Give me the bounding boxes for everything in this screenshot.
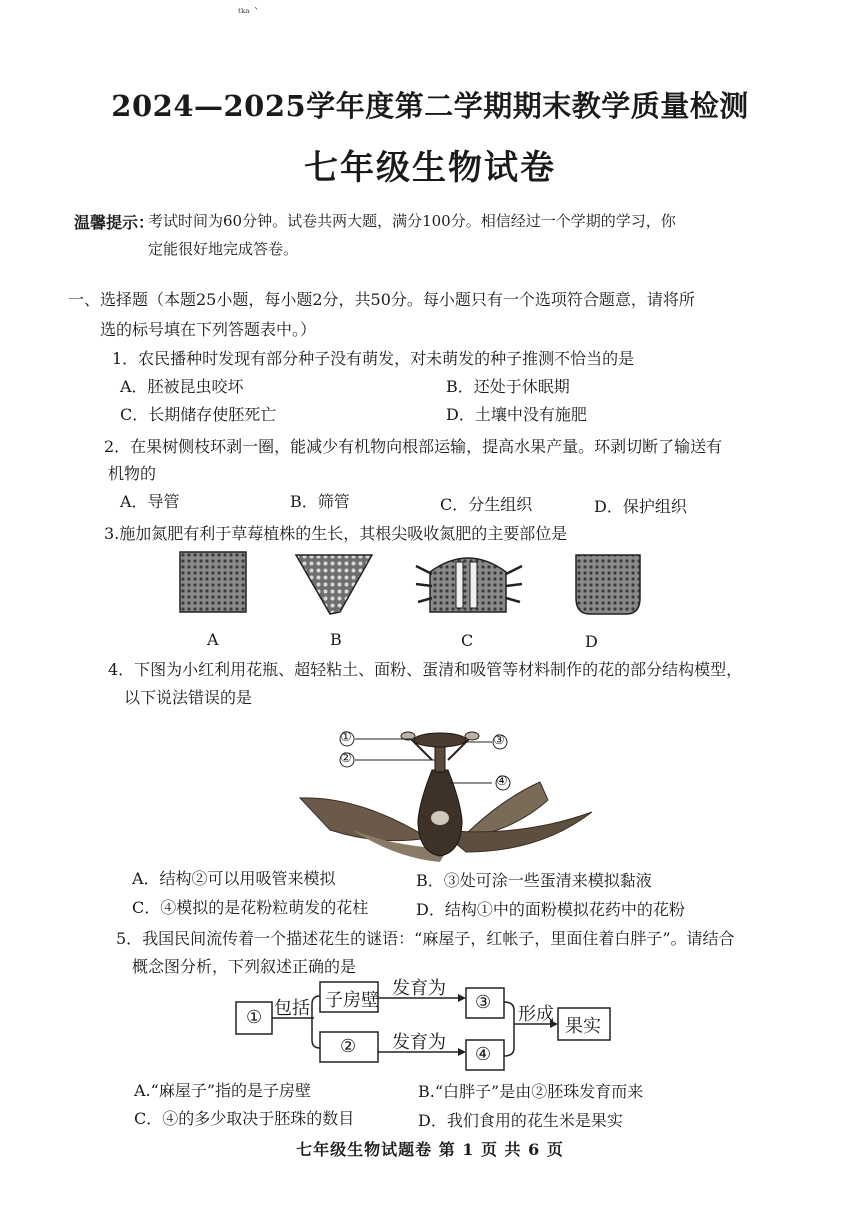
q4-option-d: D．结构①中的面粉模拟花药中的花粉 [416,900,685,919]
tip-label: 温馨提示： [74,213,155,232]
concept-label-develop-2: 发育为 [392,1032,446,1053]
q2-option-a: A．导管 [120,492,180,511]
q4-option-c: C．④模拟的是花粉粒萌发的花柱 [132,898,369,917]
page-footer: 七年级生物试题卷 第 1 页 共 6 页 [296,1140,564,1159]
section-heading-cont: 选的标号填在下列答题表中。） [100,320,317,339]
tip-line-1: 考试时间为60分钟。试卷共两大题，满分100分。相信经过一个学期的学习，你 [148,212,676,230]
q4-mark-2: ② [340,751,352,766]
q1-option-b: B．还处于休眠期 [446,377,570,396]
q3-label-b: B [330,630,342,649]
concept-label-fruit: 果实 [565,1016,601,1037]
q3-label-d: D [585,632,598,651]
q5-stem: 5．我国民间流传着一个描述花生的谜语：“麻屋子，红帐子，里面住着白胖子”。请结合 [116,929,735,948]
q5-option-c: C．④的多少取决于胚珠的数目 [134,1109,355,1128]
q4-option-a: A．结构②可以用吸管来模拟 [132,869,336,888]
concept-label-2: ② [340,1036,357,1057]
q5-option-a: A.“麻屋子”指的是子房壁 [134,1081,312,1100]
q3-label-a: A [207,630,219,649]
section-heading: 一、选择题（本题25小题，每小题2分，共50分。每小题只有一个选项符合题意，请将所 [68,290,695,309]
q2-stem-cont: 机物的 [108,464,157,483]
concept-label-include: 包括 [274,998,310,1019]
q1-option-a: A．胚被昆虫咬坏 [120,377,244,396]
q4-mark-3: ③ [493,733,505,748]
q5-stem-cont: 概念图分析，下列叙述正确的是 [132,957,357,976]
concept-label-3: ③ [475,992,492,1013]
concept-label-develop-1: 发育为 [392,978,446,999]
q4-stem: 4．下图为小红利用花瓶、超轻粘土、面粉、蛋清和吸管等材料制作的花的部分结构模型， [108,660,743,679]
q1-option-c: C．长期储存使胚死亡 [120,405,277,424]
q5-option-b: B.“白胖子”是由②胚珠发育而来 [418,1082,644,1101]
exam-subtitle: 七年级生物试卷 [304,148,556,188]
handwritten-scribble: ᵗᵏᵃ ˋ [238,6,260,20]
concept-label-4: ④ [475,1044,492,1065]
q2-option-c: C．分生组织 [440,495,533,514]
q5-option-d: D．我们食用的花生米是果实 [418,1111,623,1130]
q2-option-d: D．保护组织 [594,497,687,516]
q1-option-d: D．土壤中没有施肥 [446,405,587,424]
q4-option-b: B．③处可涂一些蛋清来模拟黏液 [416,871,652,890]
q3-label-c: C [461,631,474,650]
tip-line-2: 定能很好地完成答卷。 [148,240,299,258]
q1-stem: 1．农民播种时发现有部分种子没有萌发，对未萌发的种子推测不恰当的是 [112,349,635,368]
q3-stem: 3.施加氮肥有利于草莓植株的生长，其根尖吸收氮肥的主要部位是 [104,524,568,543]
exam-title: 2024—2025学年度第二学期期末教学质量检测 [111,89,749,123]
q4-stem-cont: 以下说法错误的是 [124,688,253,707]
q2-option-b: B．筛管 [290,492,350,511]
q4-mark-1: ① [340,730,352,745]
concept-label-ovary-wall: 子房壁 [325,990,379,1011]
q4-mark-4: ④ [496,774,508,789]
q2-stem: 2．在果树侧枝环剥一圈，能减少有机物向根部运输，提高水果产量。环剥切断了输送有 [104,437,723,456]
concept-label-form: 形成 [518,1004,554,1025]
concept-label-1: ① [246,1007,263,1028]
